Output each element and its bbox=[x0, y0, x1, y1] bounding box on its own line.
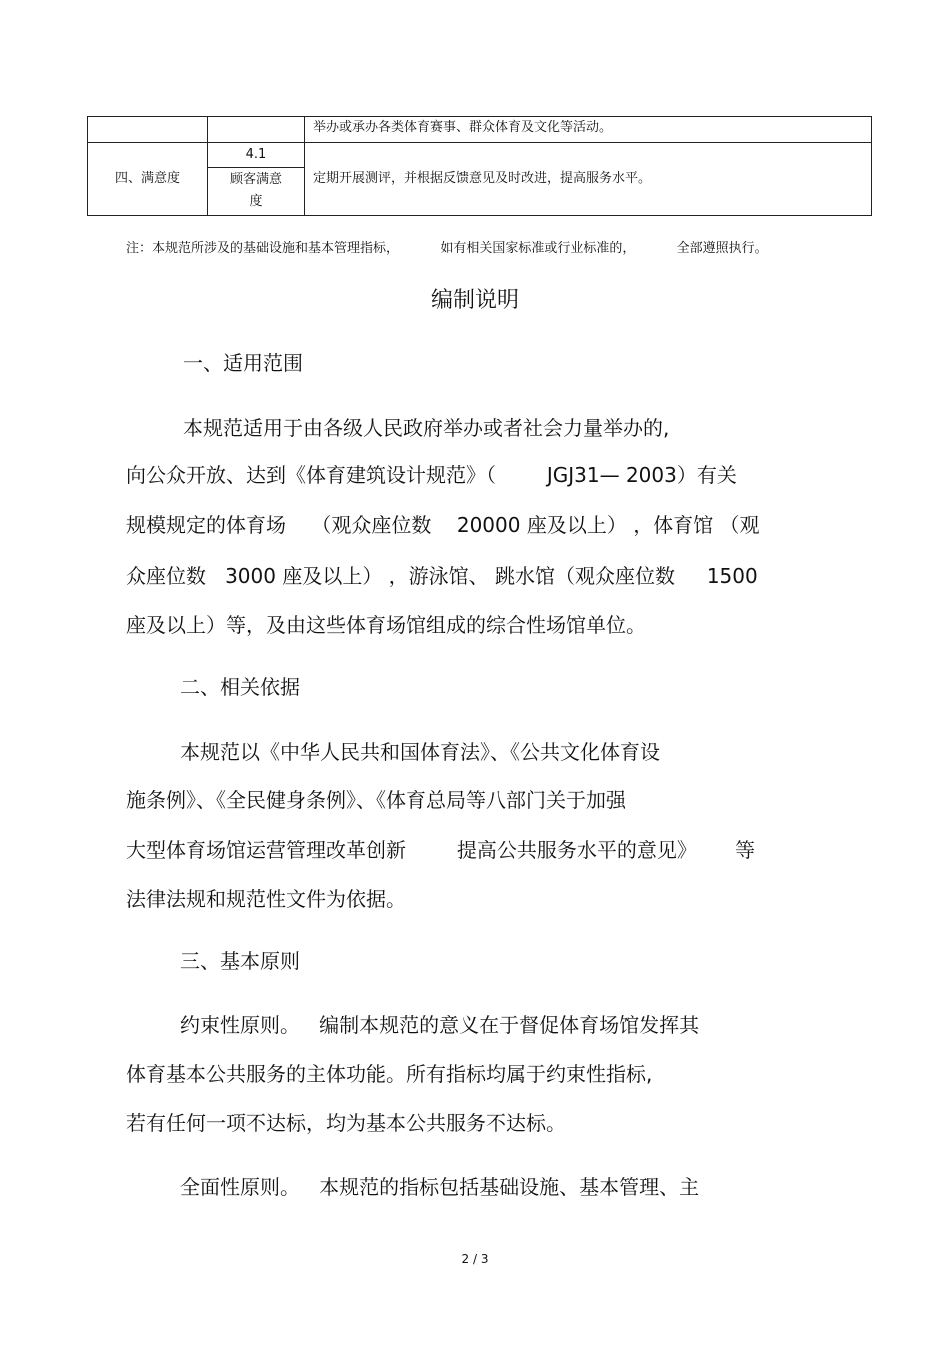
page-number: 2 / 3 bbox=[461, 1252, 489, 1266]
indicator-name-line1: 顾客满意 bbox=[229, 172, 282, 187]
paragraph-line: 规模规定的体育场 （观众座位数 20000 座及以上） ，体育馆 （观 bbox=[126, 513, 760, 537]
indicator-code: 4.1 bbox=[208, 143, 304, 168]
table-note: 注：本规范所涉及的基础设施和基本管理指标， 如有相关国家标准或行业标准的， 全部遵照执行。 bbox=[126, 241, 768, 256]
indicator-name bbox=[208, 168, 304, 215]
paragraph-line: 全面性原则。 本规范的指标包括基础设施、基本管理、主 bbox=[180, 1175, 700, 1199]
paragraph-line: 若有任何一项不达标，均为基本公共服务不达标。 bbox=[126, 1111, 566, 1135]
table-cell-description: 定期开展测评，并根据反馈意见及时改进，提高服务水平。 bbox=[305, 143, 872, 216]
section-heading: 二、相关依据 bbox=[180, 675, 300, 699]
paragraph-line: 法律法规和规范性文件为依据。 bbox=[126, 887, 406, 911]
section-heading: 三、基本原则 bbox=[180, 949, 300, 973]
page-title: 编制说明 bbox=[430, 288, 519, 313]
paragraph-line: 体育基本公共服务的主体功能。所有指标均属于约束性指标, bbox=[126, 1062, 653, 1086]
table-cell-indicator bbox=[208, 143, 305, 216]
paragraph-line: 众座位数 3000 座及以上） ，游泳馆、 跳水馆（观众座位数 1500 bbox=[126, 564, 758, 588]
paragraph-line: 座及以上）等，及由这些体育场馆组成的综合性场馆单位。 bbox=[126, 613, 646, 637]
table-cell-category: 四、满意度 bbox=[88, 143, 208, 216]
paragraph-line: 本规范以《中华人民共和国体育法》、《公共文化体育设 bbox=[180, 740, 660, 764]
table-cell bbox=[88, 117, 208, 143]
section-heading: 一、适用范围 bbox=[183, 351, 303, 375]
table-cell-description: 举办或承办各类体育赛事、群众体育及文化等活动。 bbox=[305, 117, 872, 143]
paragraph-line: 施条例》、《全民健身条例》、《体育总局等八部门关于加强 bbox=[126, 788, 626, 812]
indicator-name-line2: 度 bbox=[249, 194, 263, 209]
paragraph-line: 大型体育场馆运营管理改革创新 提高公共服务水平的意见》 等 bbox=[126, 838, 756, 862]
table-row bbox=[88, 143, 872, 216]
paragraph-line: 约束性原则。 编制本规范的意义在于督促体育场馆发挥其 bbox=[180, 1013, 700, 1037]
standards-table bbox=[87, 116, 872, 216]
paragraph-line: 本规范适用于由各级人民政府举办或者社会力量举办的, bbox=[183, 416, 670, 440]
table-row bbox=[88, 117, 872, 143]
paragraph-line: 向公众开放、达到《体育建筑设计规范》（ JGJ31— 2003）有关 bbox=[126, 463, 737, 487]
table-cell bbox=[208, 117, 305, 143]
